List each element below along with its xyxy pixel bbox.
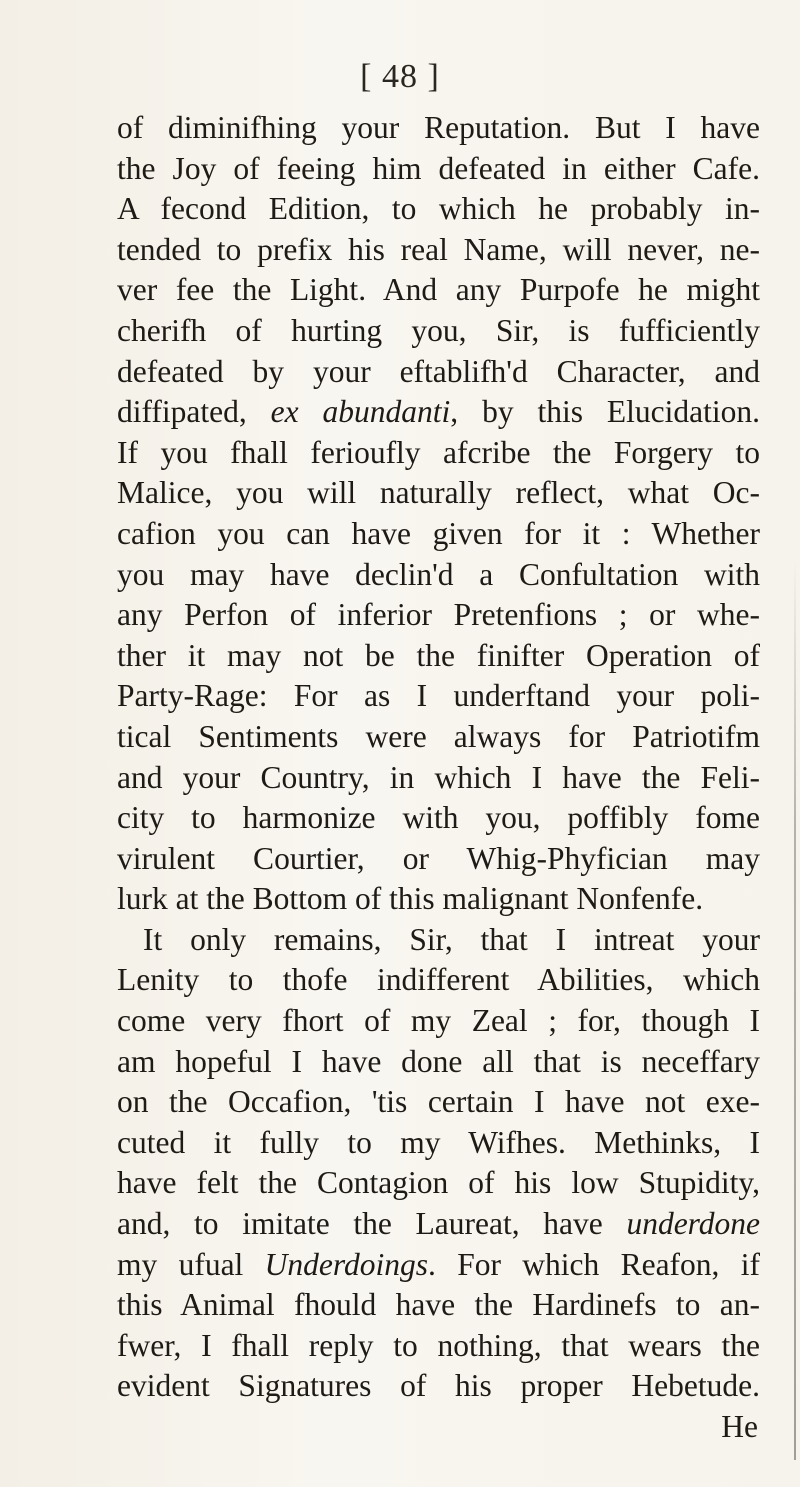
text-line: any Perfon of inferior Pretenfions ; or whe- (117, 597, 760, 633)
text-line: lurk at the Bottom of this malignant Nonfenfe. (117, 881, 704, 917)
text-line: and, to imitate the Laureat, have underdone (117, 1206, 760, 1242)
page-number: [ 48 ] (360, 58, 440, 95)
italic-phrase: underdone (626, 1206, 760, 1242)
text-line: my ufual Underdoings. For which Reafon, if (117, 1246, 760, 1282)
text-line: this Animal fhould have the Hardinefs to an- (117, 1287, 760, 1323)
text-line: cuted it fully to my Wifhes. Methinks, I (117, 1124, 760, 1160)
text-line: city to harmonize with you, poffibly fome (117, 800, 760, 836)
text-line: and your Country, in which I have the Feli- (117, 759, 760, 795)
text-line: on the Occafion, 'tis certain I have not exe- (117, 1084, 760, 1120)
text-line: Lenity to thofe indifferent Abilities, which (117, 962, 760, 998)
text-line: you may have declin'd a Confultation with (117, 556, 760, 592)
text-line: evident Signatures of his proper Hebetude. (117, 1368, 760, 1404)
text-line: of diminifhing your Reputation. But I have (117, 110, 760, 145)
text-line: Malice, you will naturally reflect, what Oc- (117, 475, 760, 511)
body-text (117, 108, 760, 1448)
text-line: If you fhall ferioufly afcribe the Forgery to (117, 434, 760, 470)
text-line: diffipated, ex abundanti, by this Elucidation. (117, 394, 760, 430)
catchword: He (721, 1409, 758, 1444)
page-edge-shadow (794, 560, 796, 1460)
text-line: It only remains, Sir, that I intreat your (143, 921, 760, 957)
text-line: Party-Rage: For as I underftand your poli- (117, 678, 760, 714)
italic-phrase: Underdoings (264, 1246, 428, 1282)
text-line: cherifh of hurting you, Sir, is fufficiently (117, 312, 760, 348)
italic-phrase: ex abundanti (270, 394, 451, 430)
text-line: come very fhort of my Zeal ; for, though I (117, 1003, 760, 1039)
text-line: the Joy of feeing him defeated in either Cafe. (117, 150, 760, 186)
text-line: tical Sentiments were always for Patriotifm (117, 718, 760, 754)
text-line: have felt the Contagion of his low Stupidity, (117, 1165, 760, 1201)
text-line: defeated by your eftablifh'd Character, and (117, 353, 760, 389)
text-line: cafion you can have given for it : Whether (117, 515, 760, 551)
text-line: virulent Courtier, or Whig-Phyfician may (117, 840, 760, 876)
text-line: fwer, I fhall reply to nothing, that wears the (117, 1327, 760, 1363)
text-line: ver fee the Light. And any Purpofe he might (117, 272, 760, 308)
text-line: A fecond Edition, to which he probably in- (117, 191, 760, 227)
text-line: tended to prefix his real Name, will never, ne- (117, 231, 760, 267)
text-line: ther it may not be the finifter Operation of (117, 637, 760, 673)
text-line: am hopeful I have done all that is neceffary (117, 1043, 760, 1079)
